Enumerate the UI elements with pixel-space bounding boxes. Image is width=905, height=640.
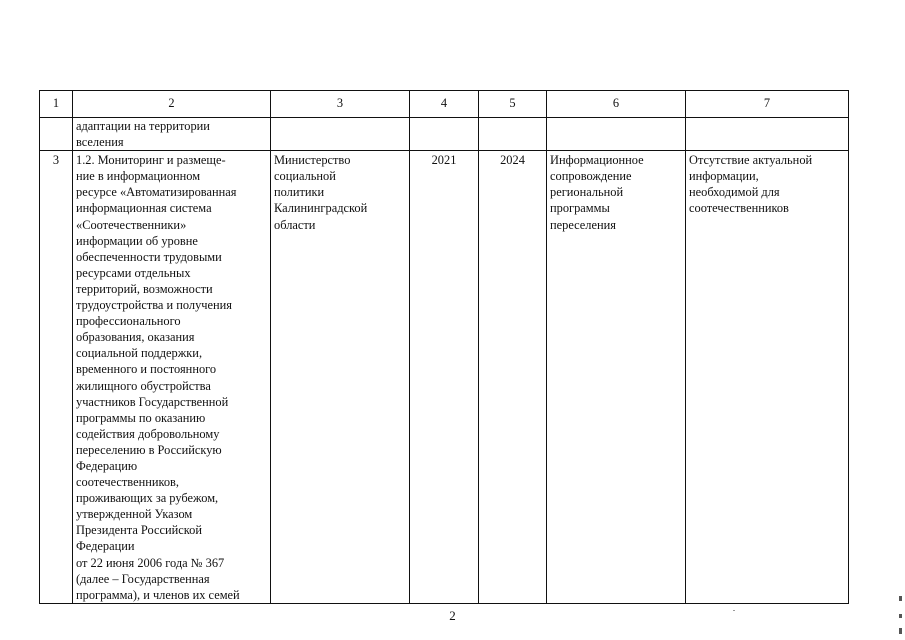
header-cell: 5 (479, 91, 547, 118)
header-cell: 1 (40, 91, 73, 118)
page-number: 2 (449, 608, 456, 623)
header-cell: 4 (410, 91, 479, 118)
row-number-cell: 3 (40, 151, 73, 604)
measures-table (39, 90, 849, 604)
header-cell: 3 (271, 91, 410, 118)
scan-margin-mark (899, 596, 902, 601)
header-cell: 7 (686, 91, 849, 118)
header-cell: 6 (547, 91, 686, 118)
table-cell (686, 118, 849, 151)
table-cell (410, 118, 479, 151)
table-cell (271, 118, 410, 151)
scan-margin-mark (899, 614, 902, 618)
result-cell: Информационное сопровождение региональной программы переселения (547, 151, 686, 604)
table-cell (479, 118, 547, 151)
responsible-cell: Министерство социальной политики Калининградской области (271, 151, 410, 604)
table-cell: адаптации на территории вселения (73, 118, 271, 151)
description-cell: 1.2. Мониторинг и размеще- ние в информационном ресурсе «Автоматизированная информационная система «Соотечественники» информации об уровне обеспеченности трудовыми ресурсами отдельных территорий, возможности трудоустройства и получения профессионального образования, оказания социальной поддержки, временного и постоянного жилищного обустройства участников Государственной программы по оказанию содействия добровольному переселению в Российскую Федерацию соотечественников, проживающих за рубежом, утвержденной Указом Президента Российской Федерации от 22 июня 2006 года № 367 (далее – Государственная программа), и членов их семей (73, 151, 271, 604)
end-year-cell: 2024 (479, 151, 547, 604)
header-cell: 2 (73, 91, 271, 118)
table-row (40, 151, 849, 604)
table-cell (40, 118, 73, 151)
scan-speck (733, 610, 735, 611)
scan-margin-mark (899, 628, 902, 634)
start-year-cell: 2021 (410, 151, 479, 604)
problem-cell: Отсутствие актуальной информации, необходимой для соотечественников (686, 151, 849, 604)
table-row-continuation (40, 118, 849, 151)
table-cell (547, 118, 686, 151)
table-header-row (40, 91, 849, 118)
